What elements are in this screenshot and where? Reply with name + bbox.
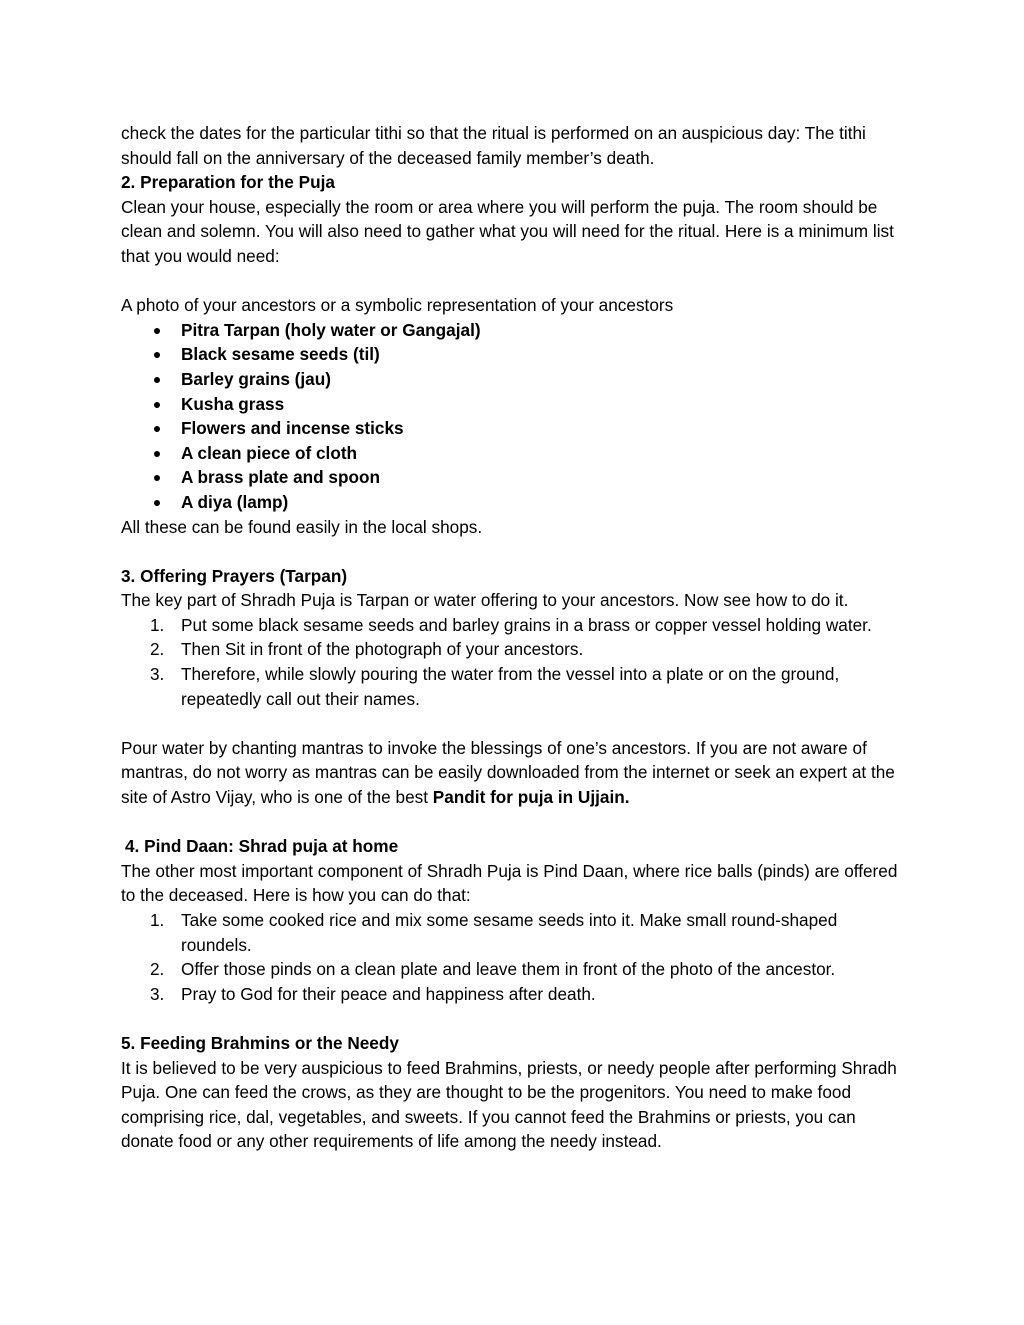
list-item (121, 982, 911, 1007)
materials-list (121, 318, 911, 515)
section-2-heading: 2. Preparation for the Puja (121, 172, 335, 193)
spacer (121, 810, 911, 835)
list-item (121, 613, 911, 638)
step-number: 3. (150, 983, 165, 1004)
list-item (121, 342, 911, 367)
list-item (121, 637, 911, 662)
list-item (121, 392, 911, 417)
document-page (121, 121, 911, 1154)
mantra-paragraph (121, 736, 911, 810)
section-3-paragraph: The key part of Shradh Puja is Tarpan or water offering to your ancestors. Now see how to do it. (121, 590, 849, 611)
list-item (121, 662, 911, 711)
section-2-paragraph: Clean your house, especially the room or area where you will perform the puja. The room should be clean and solemn. You will also need to gather what you will need for the ritual. Here is a minimum list that you would need: (121, 196, 894, 266)
step-number: 2. (150, 959, 165, 980)
list-item (121, 367, 911, 392)
bullet-icon (154, 451, 160, 457)
list-item-text: A diya (lamp) (181, 491, 289, 512)
step-text: Offer those pinds on a clean plate and leave them in front of the photo of the ancestor. (181, 959, 836, 980)
section-5-heading: 5. Feeding Brahmins or the Needy (121, 1032, 399, 1053)
list-item-text: Kusha grass (181, 393, 285, 414)
step-text: Pray to God for their peace and happiness after death. (181, 983, 596, 1004)
list-intro: A photo of your ancestors or a symbolic representation of your ancestors (121, 295, 674, 316)
bullet-icon (154, 328, 160, 334)
section-3-heading: 3. Offering Prayers (Tarpan) (121, 565, 348, 586)
list-item (121, 416, 911, 441)
list-item-text: Flowers and incense sticks (181, 418, 404, 439)
bullet-icon (154, 352, 160, 358)
step-number: 1. (150, 614, 165, 635)
step-text: Therefore, while slowly pouring the water from the vessel into a plate or on the ground, repeatedly call out their names. (181, 664, 840, 709)
list-item-text: A brass plate and spoon (181, 467, 380, 488)
mantra-link-text: Pandit for puja in Ujjain. (432, 787, 630, 808)
list-item (121, 465, 911, 490)
bullet-icon (154, 402, 160, 408)
section-4-paragraph: The other most important component of Shradh Puja is Pind Daan, where rice balls (pinds) are offered to the deceased. Here is how you can do that: (121, 860, 898, 906)
step-text: Take some cooked rice and mix some sesame seeds into it. Make small round-shaped roundels. (181, 910, 838, 955)
step-text: Then Sit in front of the photograph of your ancestors. (181, 639, 584, 660)
list-item-text: Black sesame seeds (til) (181, 344, 380, 365)
tarpan-steps (121, 613, 911, 711)
step-text: Put some black sesame seeds and barley grains in a brass or copper vessel holding water. (181, 614, 872, 635)
spacer (121, 539, 911, 564)
list-item-text: A clean piece of cloth (181, 442, 358, 463)
spacer (121, 711, 911, 736)
pind-daan-steps (121, 908, 911, 1006)
mantra-text: Pour water by chanting mantras to invoke the blessings of one’s ancestors. If you are not aware of mantras, do not worry as mantras can be easily downloaded from the internet or seek an expert at the site of Astro Vijay, who is one of the best (121, 737, 895, 808)
step-number: 2. (150, 639, 165, 660)
step-number: 1. (150, 910, 165, 930)
bullet-icon (154, 377, 160, 383)
bullet-icon (154, 475, 160, 481)
step-number: 3. (150, 664, 165, 685)
list-item (121, 441, 911, 466)
list-item (121, 318, 911, 343)
list-item (121, 490, 911, 515)
list-item (121, 957, 911, 982)
list-item (121, 908, 911, 957)
spacer (121, 1006, 911, 1031)
section-5-paragraph: It is believed to be very auspicious to feed Brahmins, priests, or needy people after performing Shradh Puja. One can feed the crows, as they are thought to be the progenitors. You need to make food comprising rice, dal, vegetables, and sweets. If you cannot feed the Brahmins or priests, you can donate food or any other requirements of life among the needy instead. (121, 1057, 897, 1152)
section-4-heading: 4. Pind Daan: Shrad puja at home (125, 836, 399, 857)
bullet-icon (154, 426, 160, 432)
list-item-text: Barley grains (jau) (181, 368, 331, 389)
bullet-icon (154, 500, 160, 506)
section-2-closing: All these can be found easily in the local shops. (121, 516, 483, 537)
list-item-text: Pitra Tarpan (holy water or Gangajal) (181, 319, 481, 340)
spacer (121, 269, 911, 294)
intro-paragraph: check the dates for the particular tithi so that the ritual is performed on an auspicious day: The tithi should fall on the anniversary of the deceased family member’s death. (121, 123, 866, 168)
